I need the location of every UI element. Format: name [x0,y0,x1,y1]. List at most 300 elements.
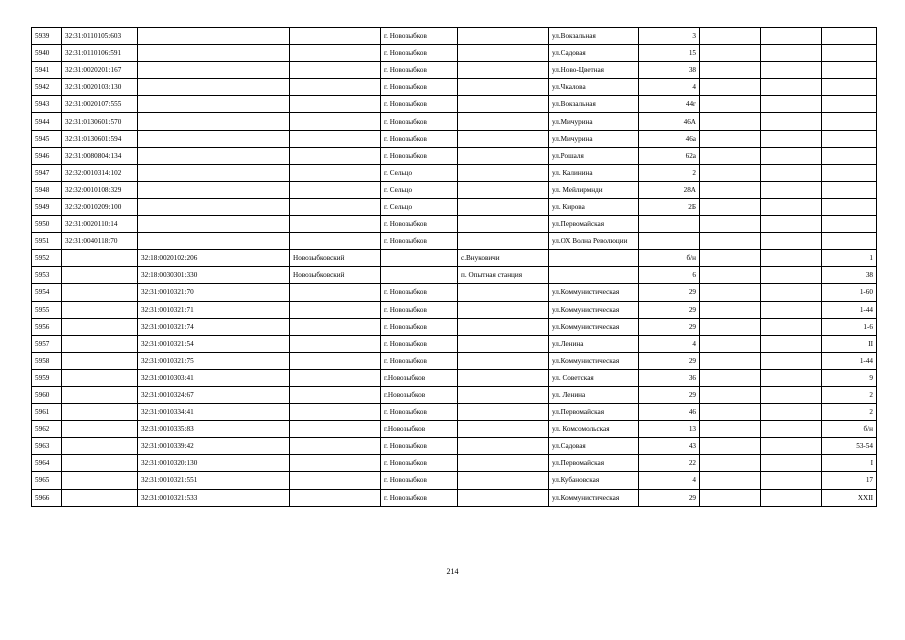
city-cell: г. Сельцо [381,198,458,215]
col-9-cell [700,284,761,301]
cadastral-number-cell: 32:31:0110106:591 [62,45,138,62]
district-cell [290,130,381,147]
apartment-number-cell [822,147,877,164]
cadastral-number-cell: 32:31:0080804:134 [62,147,138,164]
street-cell: ул.Вокзальная [549,96,639,113]
house-number-cell: 6 [639,267,700,284]
apartment-number-cell [822,79,877,96]
apartment-number-cell [822,96,877,113]
district-cell: Новозыбковский [290,267,381,284]
house-number-cell: 15 [639,45,700,62]
city-cell [381,250,458,267]
house-number-cell: 29 [639,301,700,318]
city-cell: г. Новозыбков [381,284,458,301]
settlement-cell [458,301,549,318]
settlement-cell [458,233,549,250]
col-9-cell [700,62,761,79]
table-row [32,147,877,164]
district-cell [290,369,381,386]
district-cell [290,45,381,62]
col-9-cell [700,250,761,267]
cadastral-number-alt-cell [138,130,290,147]
table-row [32,45,877,62]
street-cell [549,250,639,267]
table-row [32,130,877,147]
property-registry-table [31,27,877,507]
cadastral-number-cell [62,386,138,403]
cadastral-number-alt-cell [138,181,290,198]
col-9-cell [700,301,761,318]
cadastral-number-cell [62,352,138,369]
cadastral-number-alt-cell: 32:31:0010334:41 [138,404,290,421]
city-cell: г.Новозыбков [381,421,458,438]
house-number-cell: 13 [639,421,700,438]
city-cell: г.Новозыбков [381,386,458,403]
street-cell: ул.Садовая [549,45,639,62]
street-cell: ул. Калинина [549,164,639,181]
cadastral-number-alt-cell [138,79,290,96]
row-number-cell: 5944 [32,113,62,130]
settlement-cell [458,284,549,301]
col-10-cell [761,62,822,79]
city-cell [381,267,458,284]
row-number-cell: 5960 [32,386,62,403]
city-cell: г. Сельцо [381,181,458,198]
settlement-cell [458,352,549,369]
cadastral-number-alt-cell: 32:31:0010321:54 [138,335,290,352]
district-cell [290,28,381,45]
row-number-cell: 5962 [32,421,62,438]
settlement-cell [458,164,549,181]
row-number-cell: 5956 [32,318,62,335]
cadastral-number-cell: 32:31:0020110:14 [62,216,138,233]
table-row [32,198,877,215]
street-cell: ул.Кубановская [549,472,639,489]
row-number-cell: 5957 [32,335,62,352]
table-row [32,113,877,130]
settlement-cell [458,369,549,386]
house-number-cell: 29 [639,489,700,506]
apartment-number-cell [822,198,877,215]
table-row [32,472,877,489]
col-10-cell [761,267,822,284]
cadastral-number-alt-cell: 32:31:0010335:83 [138,421,290,438]
col-9-cell [700,267,761,284]
city-cell: г. Новозыбков [381,233,458,250]
cadastral-number-cell: 32:32:0010209:100 [62,198,138,215]
page-number: 214 [446,567,459,576]
cadastral-number-cell [62,472,138,489]
house-number-cell: 46а [639,130,700,147]
apartment-number-cell [822,45,877,62]
col-10-cell [761,369,822,386]
cadastral-number-alt-cell [138,28,290,45]
street-cell: ул. Советская [549,369,639,386]
cadastral-number-alt-cell: 32:18:0030301:330 [138,267,290,284]
col-9-cell [700,404,761,421]
district-cell [290,62,381,79]
cadastral-number-cell: 32:31:0130601:594 [62,130,138,147]
street-cell: ул.Садовая [549,438,639,455]
table-row [32,96,877,113]
col-10-cell [761,181,822,198]
street-cell: ул.Коммунистическая [549,318,639,335]
apartment-number-cell: б/н [822,421,877,438]
apartment-number-cell: 2 [822,386,877,403]
col-10-cell [761,147,822,164]
settlement-cell [458,147,549,164]
row-number-cell: 5953 [32,267,62,284]
row-number-cell: 5942 [32,79,62,96]
col-10-cell [761,386,822,403]
district-cell [290,284,381,301]
district-cell [290,352,381,369]
settlement-cell [458,318,549,335]
city-cell: г. Новозыбков [381,96,458,113]
apartment-number-cell: 1-44 [822,352,877,369]
apartment-number-cell: 17 [822,472,877,489]
house-number-cell: 29 [639,318,700,335]
col-10-cell [761,45,822,62]
col-9-cell [700,181,761,198]
col-9-cell [700,455,761,472]
settlement-cell [458,216,549,233]
cadastral-number-cell [62,438,138,455]
apartment-number-cell: II [822,335,877,352]
district-cell [290,164,381,181]
cadastral-number-cell [62,267,138,284]
district-cell [290,472,381,489]
col-9-cell [700,28,761,45]
street-cell: ул.Ново-Цветная [549,62,639,79]
apartment-number-cell: 1-44 [822,301,877,318]
house-number-cell: 36 [639,369,700,386]
col-9-cell [700,472,761,489]
row-number-cell: 5959 [32,369,62,386]
col-10-cell [761,233,822,250]
col-10-cell [761,472,822,489]
settlement-cell [458,455,549,472]
settlement-cell [458,113,549,130]
street-cell: ул.Мичурина [549,130,639,147]
settlement-cell [458,421,549,438]
house-number-cell: 2Б [639,198,700,215]
row-number-cell: 5965 [32,472,62,489]
street-cell: ул. Кирова [549,198,639,215]
cadastral-number-cell [62,284,138,301]
col-9-cell [700,113,761,130]
house-number-cell: 44г [639,96,700,113]
city-cell: г.Новозыбков [381,369,458,386]
cadastral-number-alt-cell [138,147,290,164]
table-row [32,335,877,352]
district-cell [290,96,381,113]
city-cell: г. Новозыбков [381,352,458,369]
house-number-cell [639,233,700,250]
cadastral-number-alt-cell [138,62,290,79]
house-number-cell: 28А [639,181,700,198]
apartment-number-cell: 1 [822,250,877,267]
street-cell: ул.Коммунистическая [549,352,639,369]
city-cell: г. Новозыбков [381,455,458,472]
settlement-cell: п. Опытная станция [458,267,549,284]
city-cell: г. Новозыбков [381,335,458,352]
street-cell: ул.Первомайская [549,455,639,472]
apartment-number-cell [822,113,877,130]
cadastral-number-alt-cell: 32:31:0010321:70 [138,284,290,301]
district-cell [290,421,381,438]
cadastral-number-alt-cell [138,216,290,233]
house-number-cell: 29 [639,386,700,403]
apartment-number-cell: XXII [822,489,877,506]
street-cell: ул.Рошаля [549,147,639,164]
cadastral-number-alt-cell: 32:31:0010321:75 [138,352,290,369]
cadastral-number-cell: 32:32:0010108:329 [62,181,138,198]
col-10-cell [761,335,822,352]
cadastral-number-cell [62,369,138,386]
street-cell: ул.Мичурина [549,113,639,130]
city-cell: г. Новозыбков [381,489,458,506]
house-number-cell: 4 [639,472,700,489]
row-number-cell: 5949 [32,198,62,215]
col-9-cell [700,164,761,181]
col-10-cell [761,198,822,215]
city-cell: г. Сельцо [381,164,458,181]
cadastral-number-cell [62,404,138,421]
city-cell: г. Новозыбков [381,79,458,96]
table-row [32,28,877,45]
street-cell: ул.Вокзальная [549,28,639,45]
apartment-number-cell: 1-6 [822,318,877,335]
row-number-cell: 5946 [32,147,62,164]
col-9-cell [700,216,761,233]
table-row [32,404,877,421]
cadastral-number-alt-cell: 32:31:0010339:42 [138,438,290,455]
settlement-cell [458,335,549,352]
city-cell: г. Новозыбков [381,113,458,130]
house-number-cell: 4 [639,335,700,352]
col-9-cell [700,369,761,386]
settlement-cell [458,45,549,62]
table-row [32,250,877,267]
cadastral-number-alt-cell: 32:31:0010303:41 [138,369,290,386]
table-row [32,62,877,79]
apartment-number-cell [822,181,877,198]
col-9-cell [700,198,761,215]
house-number-cell: 3 [639,28,700,45]
cadastral-number-cell [62,421,138,438]
col-10-cell [761,216,822,233]
row-number-cell: 5940 [32,45,62,62]
row-number-cell: 5945 [32,130,62,147]
apartment-number-cell: 38 [822,267,877,284]
cadastral-number-cell: 32:31:0040118:70 [62,233,138,250]
settlement-cell [458,62,549,79]
district-cell [290,198,381,215]
house-number-cell: 62а [639,147,700,164]
col-10-cell [761,28,822,45]
col-9-cell [700,233,761,250]
district-cell [290,335,381,352]
settlement-cell [458,198,549,215]
house-number-cell: 2 [639,164,700,181]
col-9-cell [700,438,761,455]
col-9-cell [700,45,761,62]
cadastral-number-alt-cell [138,233,290,250]
cadastral-number-alt-cell: 32:18:0020102:206 [138,250,290,267]
col-9-cell [700,147,761,164]
col-10-cell [761,113,822,130]
settlement-cell [458,386,549,403]
apartment-number-cell: I [822,455,877,472]
street-cell: ул.ОХ Волна Революции [549,233,639,250]
table-row [32,181,877,198]
house-number-cell: 29 [639,284,700,301]
row-number-cell: 5954 [32,284,62,301]
street-cell: ул.Первомайская [549,216,639,233]
cadastral-number-cell [62,301,138,318]
settlement-cell [458,181,549,198]
city-cell: г. Новозыбков [381,28,458,45]
street-cell: ул.Коммунистическая [549,284,639,301]
col-10-cell [761,284,822,301]
street-cell: ул.Первомайская [549,404,639,421]
col-10-cell [761,164,822,181]
cadastral-number-alt-cell [138,45,290,62]
street-cell: ул.Ленина [549,335,639,352]
cadastral-number-cell: 32:31:0020201:167 [62,62,138,79]
row-number-cell: 5951 [32,233,62,250]
col-10-cell [761,318,822,335]
settlement-cell: с.Внуковичи [458,250,549,267]
row-number-cell: 5947 [32,164,62,181]
settlement-cell [458,28,549,45]
table-row [32,233,877,250]
settlement-cell [458,79,549,96]
district-cell [290,233,381,250]
district-cell [290,147,381,164]
house-number-cell: 46 [639,404,700,421]
apartment-number-cell [822,233,877,250]
house-number-cell [639,216,700,233]
city-cell: г. Новозыбков [381,62,458,79]
city-cell: г. Новозыбков [381,216,458,233]
col-9-cell [700,386,761,403]
city-cell: г. Новозыбков [381,404,458,421]
house-number-cell: 22 [639,455,700,472]
district-cell [290,113,381,130]
apartment-number-cell [822,62,877,79]
house-number-cell: б/н [639,250,700,267]
cadastral-number-cell [62,335,138,352]
cadastral-number-cell: 32:31:0020107:555 [62,96,138,113]
apartment-number-cell [822,130,877,147]
table-row [32,284,877,301]
row-number-cell: 5939 [32,28,62,45]
col-9-cell [700,335,761,352]
district-cell [290,301,381,318]
cadastral-number-alt-cell: 32:31:0010321:71 [138,301,290,318]
apartment-number-cell: 9 [822,369,877,386]
settlement-cell [458,472,549,489]
table-row [32,318,877,335]
city-cell: г. Новозыбков [381,301,458,318]
apartment-number-cell: 53-54 [822,438,877,455]
settlement-cell [458,404,549,421]
street-cell: ул. Ленина [549,386,639,403]
row-number-cell: 5963 [32,438,62,455]
row-number-cell: 5950 [32,216,62,233]
table-row [32,216,877,233]
apartment-number-cell [822,28,877,45]
apartment-number-cell: 1-60 [822,284,877,301]
street-cell: ул.Коммунистическая [549,489,639,506]
table-row [32,267,877,284]
col-10-cell [761,250,822,267]
district-cell [290,216,381,233]
apartment-number-cell [822,164,877,181]
city-cell: г. Новозыбков [381,130,458,147]
col-9-cell [700,421,761,438]
cadastral-number-alt-cell [138,96,290,113]
cadastral-number-alt-cell [138,113,290,130]
cadastral-number-cell [62,455,138,472]
cadastral-number-cell: 32:31:0110105:603 [62,28,138,45]
district-cell [290,79,381,96]
cadastral-number-cell [62,250,138,267]
house-number-cell: 46А [639,113,700,130]
row-number-cell: 5941 [32,62,62,79]
district-cell [290,386,381,403]
row-number-cell: 5958 [32,352,62,369]
col-9-cell [700,96,761,113]
cadastral-number-cell: 32:31:0020103:130 [62,79,138,96]
cadastral-number-alt-cell [138,198,290,215]
col-10-cell [761,404,822,421]
table-row [32,79,877,96]
col-10-cell [761,352,822,369]
row-number-cell: 5961 [32,404,62,421]
cadastral-number-alt-cell: 32:31:0010324:67 [138,386,290,403]
settlement-cell [458,96,549,113]
col-10-cell [761,130,822,147]
table-row [32,438,877,455]
col-10-cell [761,421,822,438]
cadastral-number-alt-cell: 32:31:0010321:74 [138,318,290,335]
apartment-number-cell: 2 [822,404,877,421]
table-row [32,369,877,386]
city-cell: г. Новозыбков [381,147,458,164]
table-row [32,386,877,403]
house-number-cell: 38 [639,62,700,79]
cadastral-number-alt-cell [138,164,290,181]
house-number-cell: 29 [639,352,700,369]
house-number-cell: 43 [639,438,700,455]
apartment-number-cell [822,216,877,233]
district-cell: Новозыбковский [290,250,381,267]
district-cell [290,455,381,472]
table-row [32,352,877,369]
table-row [32,489,877,506]
cadastral-number-alt-cell: 32:31:0010320:130 [138,455,290,472]
row-number-cell: 5943 [32,96,62,113]
table-row [32,164,877,181]
row-number-cell: 5952 [32,250,62,267]
col-10-cell [761,489,822,506]
street-cell: ул. Мейлирмнди [549,181,639,198]
cadastral-number-alt-cell: 32:31:0010321:533 [138,489,290,506]
city-cell: г. Новозыбков [381,472,458,489]
